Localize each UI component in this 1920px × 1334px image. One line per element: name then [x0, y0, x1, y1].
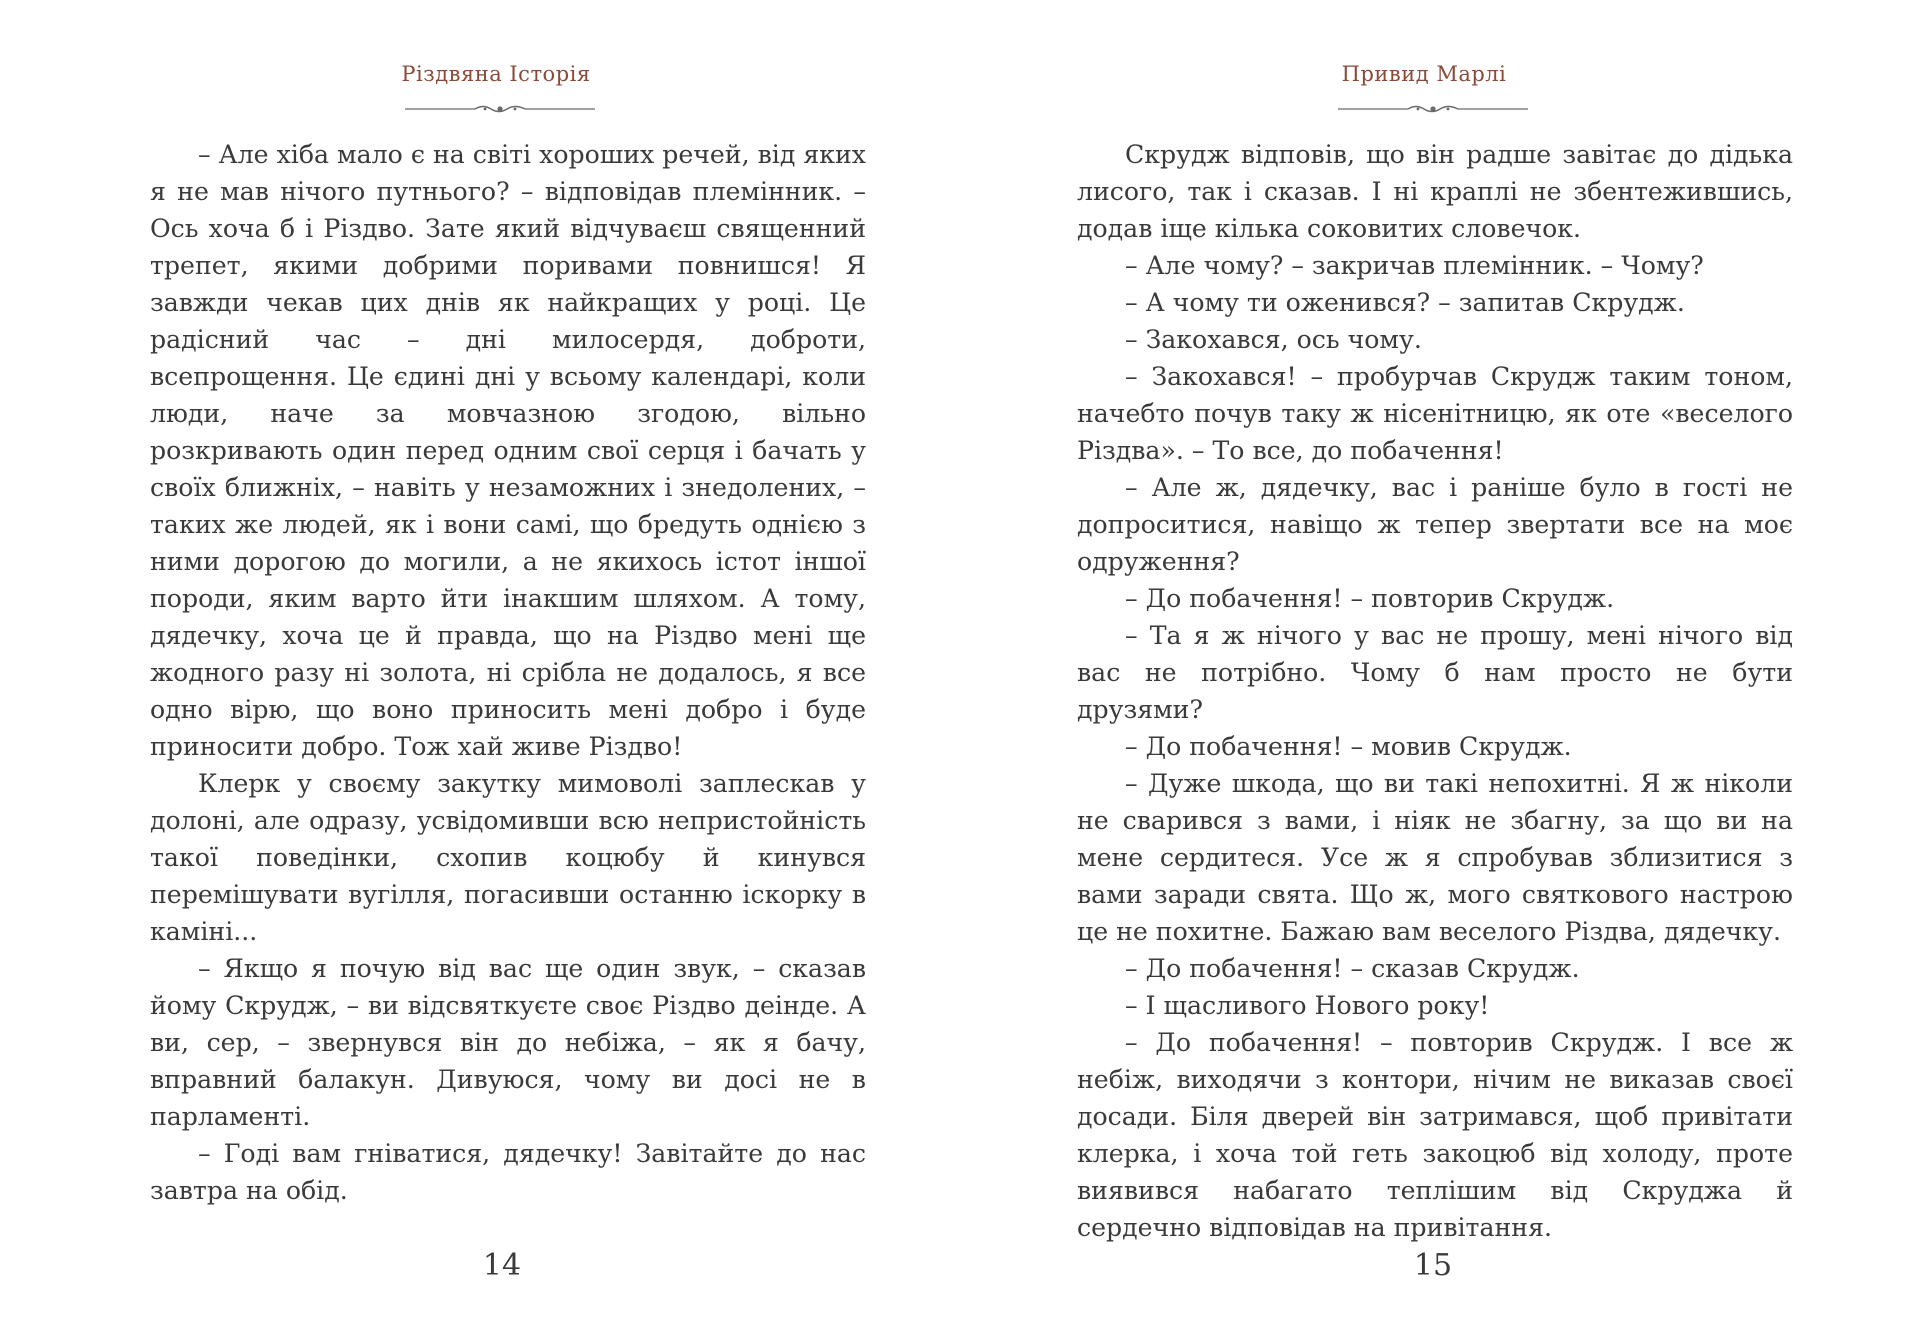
paragraph: – Якщо я почую від вас ще один звук, – сказав йому Скрудж, – ви відсвяткуєте своє Різдво деінде. А ви, сер, – звернувся він до небіжа, – як я бачу, вправний балакун. Дивуюся, чому ви досі не в парламенті. — [150, 954, 866, 1131]
page-number-left: 14 — [482, 1248, 522, 1283]
body-text-left — [150, 136, 866, 1209]
paragraph: – Дуже шкода, що ви такі непохитні. Я ж ніколи не сварився з вами, і ніяк не збагну, за що ви на мене сердитеся. Усе ж я спробував зблизитися з вами заради свята. Що ж, мого святкового настрою це не похитне. Бажаю вам веселого Різдва, дядечку. — [1077, 769, 1793, 946]
paragraph: – Годі вам гніватися, дядечку! Завітайте до нас завтра на обід. — [150, 1139, 866, 1205]
body-text-right — [1077, 136, 1793, 1246]
paragraph: – А чому ти оженився? – запитав Скрудж. — [1125, 288, 1685, 317]
paragraph: – Та я ж нічого у вас не прошу, мені нічого від вас не потрібно. Чому б нам просто не бути друзями? — [1077, 621, 1793, 724]
left-page — [150, 0, 866, 1334]
header-ornament-left — [405, 101, 595, 115]
paragraph: – До побачення! – сказав Скрудж. — [1125, 954, 1580, 983]
paragraph: – До побачення! – повторив Скрудж. — [1125, 584, 1615, 613]
paragraph: – Але чому? – закричав племінник. – Чому? — [1125, 251, 1704, 280]
paragraph: – І щасливого Нового року! — [1125, 991, 1490, 1020]
paragraph: Скрудж відповів, що він радше завітає до дідька лисого, так і сказав. І ні краплі не збентежившись, додав іще кілька соковитих словечок. — [1077, 140, 1793, 243]
paragraph: – До побачення! – мовив Скрудж. — [1125, 732, 1572, 761]
paragraph: – Але ж, дядечку, вас і раніше було в гості не допроситися, навіщо ж тепер звертати все на моє одруження? — [1077, 473, 1793, 576]
page-number-right: 15 — [1413, 1248, 1453, 1283]
paragraph: – До побачення! – повторив Скрудж. І все ж небіж, виходячи з контори, нічим не виказав своєї досади. Біля дверей він затримався, щоб привітати клерка, і хоча той геть закоцюб від холоду, проте виявився набагато теплішим від Скруджа й сердечно відповідав на привітання. — [1077, 1028, 1793, 1242]
running-head-right: Привид Марлі — [1341, 62, 1507, 86]
paragraph: – Закохався! – пробурчав Скрудж таким тоном, начебто почув таку ж нісенітницю, як оте «веселого Різдва». – То все, до побачення! — [1077, 362, 1793, 465]
paragraph: – Але хіба мало є на світі хороших речей, від яких я не мав нічого путнього? – відповідав племінник. – Ось хоча б і Різдво. Зате який відчуваєш священний трепет, якими добрими поривами повнишся! Я завжди чекав цих днів як найкращих у році. Це радісний час – дні милосердя, доброти, всепрощення. Це єдині дні у всьому календарі, коли люди, наче за мовчазною згодою, вільно розкривають один перед одним свої серця і бачать у своїх ближніх, – навіть у незаможних і знедолених, – таких же людей, як і вони самі, що бредуть однією з ними дорогою до могили, а не якихось істот іншої породи, яким варто йти інакшим шляхом. А тому, дядечку, хоча це й правда, що на Різдво мені ще жодного разу ні золота, ні срібла не додалось, я все одно вірю, що воно приносить мені добро і буде приносити добро. Тож хай живе Різдво! — [150, 140, 866, 761]
right-page — [1077, 0, 1793, 1334]
running-head-left: Різдвяна Історія — [401, 62, 591, 86]
header-ornament-right — [1338, 101, 1528, 115]
paragraph: – Закохався, ось чому. — [1125, 325, 1422, 354]
paragraph: Клерк у своєму закутку мимоволі заплескав у долоні, але одразу, усвідомивши всю непристойність такої поведінки, схопив коцюбу й кинувся перемішувати вугілля, погасивши останню іскорку в каміні... — [150, 769, 866, 946]
